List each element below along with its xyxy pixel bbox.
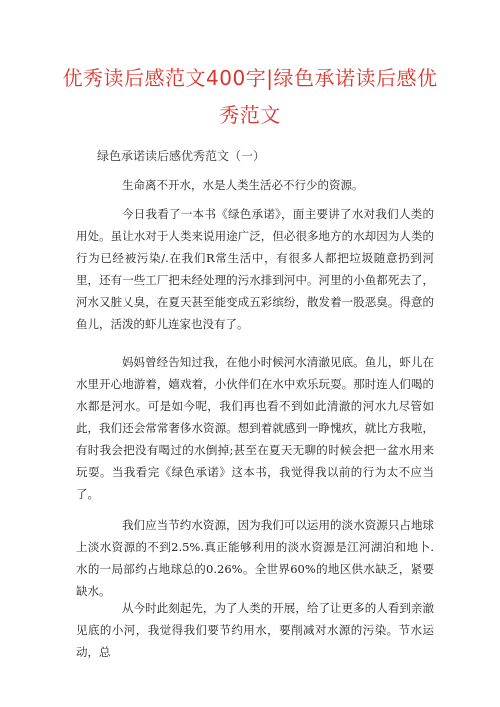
paragraph-1: 生命离不开水，水是人类生活必不行少的资源。 [122, 178, 364, 192]
paragraph-5: 从今时此刻起先，为了人类的开展，给了让更多的人看到亲澈见底的小河，我觉得我们要节约用水，要削减对水源的污染。节水运动，总 [76, 601, 434, 659]
paragraph-4: 我们应当节约水资源，因为我们可以运用的淡水资源只占地球上淡水资源的不到2.5%.真正能够利用的淡水资源是江河湖泊和地卜.水的一局部约占地球总的0.26%。全世界60%的地区供水缺乏，紧要缺水。 [76, 518, 434, 598]
document-title-line-1: 优秀读后感范文400字|绿色承诺读后感优 [62, 66, 438, 90]
document-title-line-2: 秀范文 [219, 103, 281, 127]
section-subheading: 绿色承诺读后感优秀范文（一） [97, 149, 266, 163]
paragraph-2: 今日我看了一本书《绿色承诺》，面主要讲了水对我们人类的用处。虽让水对于人类来说用途广泛，但必很多地方的水却因为人类的行为已经被污染/.在我们R常生活中，有很多人都把垃圾随意扔到河里，还有一些工厂把未经处理的污水排到河中。河里的小鱼都死去了，河水又脏乂臭，在夏天甚至能变成五彩缤纷，散发着一股恶臭。得意的鱼儿，活泼的虾儿连家也没有了。 [76, 207, 434, 331]
paragraph-3: 妈妈曾经告知过我，在他小时候河水清澈见底。鱼儿，虾儿在水里开心地游着，嬉戏着，小伙伴们在水中欢乐玩耍。那时连人们喝的水都是河水。可是如今呢，我们再也看不到如此清澈的河水九尽管如此，我们还会常常奢侈水资源。想到着就感到一睁愧疚，就比方我啦，有时我会把没有喝过的水倒掉;甚至在夏天无聊的时候会把一盆水用来玩耍。当我看完《绿色承诺》这本书，我觉得我以前的行为太不应当了。 [76, 355, 434, 501]
